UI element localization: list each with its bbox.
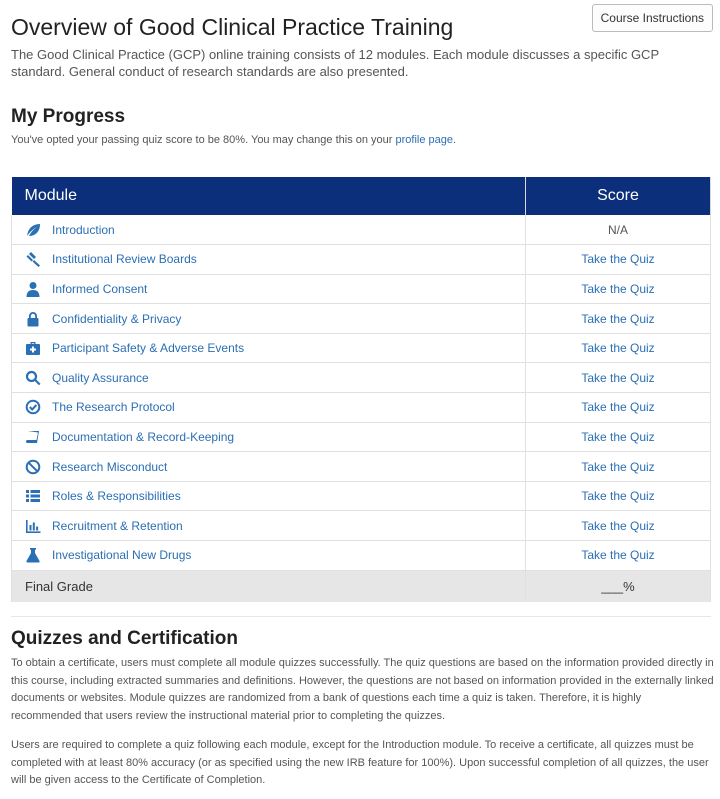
module-column-header: Module (12, 177, 526, 215)
table-row (12, 452, 711, 482)
take-quiz-link[interactable]: Take the Quiz (526, 452, 711, 482)
module-cell (12, 541, 526, 571)
module-cell (12, 274, 526, 304)
module-label[interactable]: Research Misconduct (52, 459, 168, 474)
take-quiz-link[interactable]: Take the Quiz (526, 422, 711, 452)
module-cell (12, 363, 526, 393)
final-grade-label: Final Grade (12, 570, 526, 602)
module-link[interactable] (12, 310, 525, 328)
take-quiz-link[interactable]: Take the Quiz (526, 274, 711, 304)
page-title: Overview of Good Clinical Practice Training (11, 14, 454, 40)
table-row (12, 304, 711, 334)
check-circle-icon (24, 398, 42, 416)
module-label[interactable]: Documentation & Record-Keeping (52, 429, 235, 444)
table-row (12, 511, 711, 541)
final-grade-value: ___% (526, 570, 711, 602)
take-quiz-link[interactable]: Take the Quiz (526, 333, 711, 363)
module-label[interactable]: Confidentiality & Privacy (52, 311, 182, 326)
table-row (12, 333, 711, 363)
take-quiz-link[interactable]: Take the Quiz (526, 245, 711, 275)
final-grade-row (12, 570, 711, 602)
search-icon (24, 369, 42, 387)
module-link[interactable] (12, 339, 525, 357)
take-quiz-link[interactable]: Take the Quiz (526, 363, 711, 393)
gavel-icon (24, 250, 42, 268)
quizzes-paragraph-1: To obtain a certificate, users must complete all module quizzes successfully. The quiz questions are based on the information provided directly in this course, including extracted summaries and definitions. However, the questions are not based on information provided in the externally linked documents or websites. Module quizzes are randomized from a bank of questions each time a quiz is taken. Therefore, it is highly recommended that users review the instructional material prior to completing the quizzes. (11, 657, 714, 722)
module-cell (12, 393, 526, 423)
module-link[interactable] (12, 221, 525, 239)
module-label[interactable]: Informed Consent (52, 281, 148, 296)
score-column-header: Score (526, 177, 711, 215)
take-quiz-link[interactable]: Take the Quiz (526, 541, 711, 571)
module-cell (12, 452, 526, 482)
intro-text: The Good Clinical Practice (GCP) online training consists of 12 modules. Each module discusses a specific GCP standard. General conduct of research standards are also presented. (11, 47, 659, 79)
table-row (12, 274, 711, 304)
module-label[interactable]: Quality Assurance (52, 370, 149, 385)
take-quiz-link[interactable]: Take the Quiz (526, 481, 711, 511)
module-link[interactable] (12, 487, 525, 505)
take-quiz-link[interactable]: Take the Quiz (526, 393, 711, 423)
module-cell (12, 422, 526, 452)
progress-table (11, 177, 711, 602)
my-progress-title: My Progress (11, 106, 126, 127)
score-value: N/A (526, 215, 711, 245)
module-label[interactable]: Participant Safety & Adverse Events (52, 341, 245, 356)
module-link[interactable] (12, 369, 525, 387)
section-divider (11, 616, 711, 617)
module-label[interactable]: Roles & Responsibilities (52, 489, 181, 504)
module-link[interactable] (12, 250, 525, 268)
module-link[interactable] (12, 546, 525, 564)
module-cell (12, 511, 526, 541)
table-row (12, 481, 711, 511)
profile-page-link[interactable]: profile page (395, 134, 454, 146)
course-instructions-button[interactable]: Course Instructions (592, 4, 713, 32)
quizzes-title: Quizzes and Certification (11, 628, 238, 649)
module-link[interactable] (12, 398, 525, 416)
list-icon (24, 487, 42, 505)
book-icon (24, 428, 42, 446)
module-cell (12, 245, 526, 275)
module-link[interactable] (12, 517, 525, 535)
leaf-icon (24, 221, 42, 239)
bar-chart-icon (24, 517, 42, 535)
user-icon (24, 280, 42, 298)
module-label[interactable]: Introduction (52, 222, 115, 237)
module-link[interactable] (12, 428, 525, 446)
medkit-icon (24, 339, 42, 357)
module-label[interactable]: Institutional Review Boards (52, 252, 197, 267)
table-row (12, 422, 711, 452)
module-cell (12, 481, 526, 511)
flask-icon (24, 546, 42, 564)
passing-score-note: You've opted your passing quiz score to be 80%. You may change this on your profile page. (11, 134, 457, 146)
table-row (12, 393, 711, 423)
module-link[interactable] (12, 280, 525, 298)
table-row (12, 245, 711, 275)
table-row (12, 541, 711, 571)
module-cell (12, 215, 526, 245)
take-quiz-link[interactable]: Take the Quiz (526, 304, 711, 334)
take-quiz-link[interactable]: Take the Quiz (526, 511, 711, 541)
lock-icon (24, 310, 42, 328)
module-cell (12, 304, 526, 334)
module-label[interactable]: The Research Protocol (52, 400, 175, 415)
module-label[interactable]: Recruitment & Retention (52, 518, 183, 533)
table-row (12, 363, 711, 393)
module-cell (12, 333, 526, 363)
module-link[interactable] (12, 458, 525, 476)
quizzes-paragraph-2: Users are required to complete a quiz following each module, except for the Introduction module. To receive a certificate, all quizzes must be completed with at least 80% accuracy (or as specified using the new IRB feature for 100%). Upon successful completion of all quizzes, the user will be given access to the Certificate of Completion. (11, 739, 709, 786)
table-row (12, 215, 711, 245)
ban-icon (24, 458, 42, 476)
module-label[interactable]: Investigational New Drugs (52, 548, 192, 563)
